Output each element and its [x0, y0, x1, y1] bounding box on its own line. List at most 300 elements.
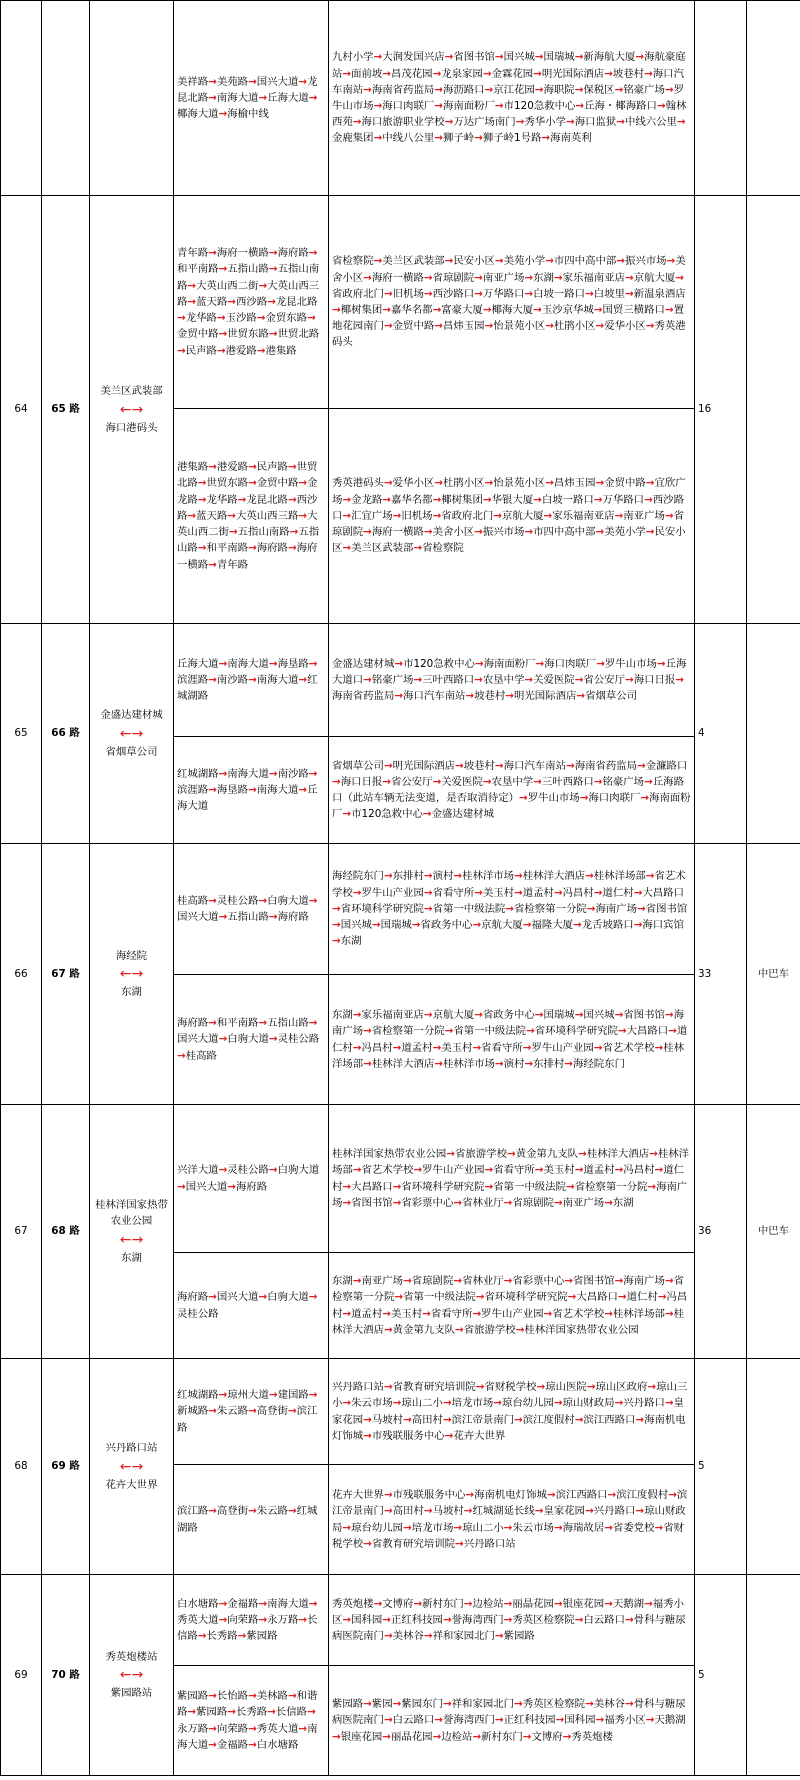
arrow-icon: →	[434, 320, 443, 333]
road-name: 长怡路	[216, 1690, 249, 1703]
station-name: 海南面粉厂	[332, 792, 691, 821]
station-name: 琼台幼儿园	[501, 1397, 554, 1410]
station-name: 滨江西路口	[555, 1489, 608, 1502]
arrow-icon: →	[298, 1613, 308, 1626]
station-name: 美林谷	[392, 1630, 424, 1643]
arrow-icon: →	[218, 1164, 228, 1177]
arrow-icon: →	[664, 304, 674, 316]
arrow-icon: →	[248, 1722, 257, 1735]
station-name: 黄金第九支队	[515, 1148, 579, 1161]
station-name: 道仁村	[332, 1025, 688, 1054]
arrow-icon: →	[624, 287, 634, 300]
station-name: 福秀小区	[332, 1597, 684, 1626]
arrow-icon: →	[248, 1738, 257, 1751]
station-name: 美玉村	[391, 1307, 423, 1320]
station-name: 省环境科学研究院	[401, 1180, 485, 1193]
road-name: 青年路	[177, 247, 209, 260]
route-row	[1, 1575, 800, 1666]
arrow-icon: →	[187, 279, 197, 292]
road-name: 五指山南路	[177, 263, 320, 292]
arrow-icon: →	[403, 1275, 412, 1288]
station-name: 椰树集团	[441, 493, 483, 506]
arrow-icon: →	[593, 1041, 603, 1054]
arrow-icon: →	[604, 1521, 613, 1534]
station-name: 坡巷村	[612, 67, 645, 80]
arrow-icon: →	[218, 911, 228, 923]
arrow-icon: →	[434, 1057, 443, 1070]
arrow-icon: →	[585, 1698, 594, 1711]
arrow-icon: →	[308, 1017, 318, 1030]
station-name: 省图书馆	[645, 902, 688, 915]
station-name: 省第一中级法院	[493, 1180, 566, 1193]
station-name: 东湖	[612, 1196, 634, 1209]
arrow-icon: →	[218, 108, 228, 121]
arrow-icon: →	[342, 1521, 352, 1534]
road-name: 龙昆北路	[177, 75, 318, 104]
arrow-icon: →	[227, 1706, 236, 1719]
station-name: 秀英炮楼	[571, 1730, 613, 1743]
arrow-icon: →	[187, 1706, 197, 1719]
arrow-icon: →	[413, 542, 423, 555]
arrow-icon: →	[434, 132, 443, 145]
route-row	[1, 1, 800, 196]
arrow-icon: →	[465, 1489, 475, 1502]
station-name: 省检察院	[332, 255, 374, 268]
terminal-end: 东湖	[121, 1251, 142, 1264]
route-row	[1, 1105, 800, 1253]
arrow-icon: →	[503, 1613, 513, 1626]
terminal-end: 东湖	[121, 986, 142, 998]
arrow-icon: →	[522, 919, 532, 932]
road-name: 丘海大道	[267, 91, 309, 104]
arrow-icon: →	[484, 477, 494, 490]
station-sequence	[329, 1465, 695, 1575]
station-name: 秀英区检察院	[512, 1613, 575, 1626]
station-name: 九村小学	[332, 51, 374, 64]
station-name: 海口肉联厂	[544, 657, 597, 670]
arrow-icon: →	[515, 1323, 525, 1336]
station-name: 培龙市场	[411, 1521, 454, 1534]
terminals	[90, 844, 174, 1105]
terminals	[90, 1105, 174, 1359]
station-name: 省公安厅	[583, 673, 625, 686]
arrow-icon: →	[394, 1291, 404, 1304]
road-name: 海垦路	[216, 783, 249, 796]
station-name: 福秀小区	[604, 1714, 646, 1727]
station-name: 滨江帝景南门	[332, 1489, 688, 1518]
road-name: 朱云路	[216, 1405, 249, 1418]
arrow-icon: →	[382, 304, 391, 316]
station-name: 振兴市场	[482, 526, 525, 539]
road-name: 紫园路	[196, 1706, 228, 1719]
arrow-icon: →	[342, 493, 352, 506]
road-name: 海垦路	[277, 657, 309, 670]
arrow-icon: →	[543, 1307, 553, 1320]
station-name: 皇家花园	[332, 1397, 684, 1426]
station-name: 桂林洋场部	[612, 1307, 665, 1320]
road-name: 灵桂公路	[216, 894, 259, 907]
arrow-icon: →	[494, 1057, 504, 1070]
station-name: 海口汽车南站	[332, 67, 684, 96]
road-name: 龙昆北路	[275, 295, 318, 308]
arrow-icon: →	[342, 542, 352, 555]
road-name: 向荣路	[216, 1722, 249, 1735]
station-name: 罗牛山市场	[332, 83, 684, 112]
arrow-icon: →	[287, 461, 297, 474]
arrow-icon: →	[423, 287, 433, 300]
arrow-icon: →	[444, 255, 454, 268]
route-row	[1, 844, 800, 975]
station-name: 省第一中级法院	[453, 1025, 527, 1038]
station-name: 兴丹路口	[593, 1505, 636, 1518]
station-name: 明光国际酒店	[541, 67, 605, 80]
arrow-icon: →	[614, 509, 624, 522]
road-name: 海府路	[177, 1017, 209, 1030]
road-path	[174, 1, 329, 196]
station-name: 海航豪庭站	[332, 51, 686, 80]
station-name: 秀华小学	[524, 116, 566, 129]
station-name: 爱华小区	[392, 477, 435, 490]
station-name: 金贸中路	[392, 320, 435, 333]
station-name: 道孟村	[351, 1307, 383, 1320]
arrow-icon: →	[474, 886, 483, 899]
station-name: 省检察院	[422, 542, 464, 555]
station-name: 美玉村	[482, 886, 515, 899]
arrow-icon: →	[503, 1196, 513, 1209]
station-name: 省彩票中心	[401, 1196, 454, 1209]
arrow-icon: →	[373, 51, 383, 64]
arrow-icon: →	[256, 312, 266, 325]
station-name: 家乐福南亚店	[361, 1009, 424, 1022]
arrow-icon: →	[227, 509, 236, 522]
arrow-icon: →	[564, 1057, 574, 1070]
arrow-icon: →	[656, 657, 666, 670]
station-name: 省政府北门	[441, 509, 494, 522]
arrow-icon: →	[392, 1397, 402, 1410]
road-name: 紫园路	[177, 1690, 209, 1703]
arrow-icon: →	[607, 1489, 617, 1502]
station-sequence	[329, 1575, 695, 1666]
station-name: 琼山二小	[401, 1397, 443, 1410]
station-name: 新海航大厦	[583, 51, 636, 64]
arrow-icon: →	[352, 116, 362, 129]
arrow-icon: →	[258, 1017, 268, 1030]
road-name: 南海大道	[267, 1597, 309, 1610]
station-name: 冯昌村	[562, 886, 594, 899]
station-name: 海南省药监局	[332, 690, 395, 703]
arrow-icon: →	[268, 657, 278, 670]
arrow-icon: →	[474, 287, 483, 300]
arrow-icon: →	[482, 67, 492, 80]
arrow-icon: →	[624, 1613, 634, 1626]
road-name: 西沙路	[236, 295, 268, 308]
arrow-icon: →	[562, 1730, 572, 1743]
station-name: 花卉大世界	[453, 1429, 506, 1442]
station-name: 省政务中心	[482, 1009, 535, 1022]
station-name: 省检察第一分院	[371, 1025, 445, 1038]
station-name: 大润发国兴店	[382, 51, 445, 64]
arrow-icon: →	[664, 83, 674, 96]
arrow-icon: →	[514, 870, 523, 883]
station-name: 冯昌村	[332, 1291, 688, 1320]
station-name: 关爱医院	[533, 673, 575, 686]
road-name: 灵桂公路	[277, 1033, 320, 1046]
row-index: 65	[1, 624, 42, 844]
road-name: 白水塘路	[256, 1738, 299, 1751]
arrow-icon: →	[505, 902, 515, 915]
arrow-icon: →	[267, 295, 276, 308]
arrow-icon: →	[536, 1381, 546, 1394]
road-name: 金贸东路	[265, 312, 308, 325]
terminal-start: 秀英炮楼站	[105, 1650, 158, 1663]
station-name: 美兰区武装部	[382, 255, 445, 268]
arrow-icon: →	[664, 509, 674, 522]
arrow-icon: →	[604, 1196, 613, 1209]
station-name: 高田村	[411, 1413, 443, 1426]
road-name: 长信路	[177, 1613, 318, 1643]
arrow-icon: →	[534, 1505, 544, 1518]
station-name: 家乐福南亚店	[552, 509, 615, 522]
arrow-icon: →	[553, 886, 563, 899]
road-name: 南海大道	[216, 91, 259, 104]
arrow-icon: →	[668, 1489, 677, 1502]
line-number: 66 路	[42, 624, 90, 844]
arrow-icon: →	[258, 1291, 268, 1304]
arrow-icon: →	[197, 542, 207, 555]
road-name: 美祥路	[177, 75, 209, 88]
road-name: 海府路	[256, 542, 288, 555]
station-name: 美玉村	[543, 1164, 575, 1177]
road-name: 龙华路	[185, 312, 217, 325]
station-name: 市四中高中部	[553, 255, 617, 268]
station-name: 三叶西路口	[422, 673, 475, 686]
station-name: 南亚广场	[623, 509, 665, 522]
arrow-icon: →	[208, 1505, 217, 1518]
arrow-icon: →	[555, 1714, 565, 1727]
arrow-icon: →	[177, 1049, 186, 1062]
road-name: 美苑路	[216, 75, 249, 88]
road-name: 港爱路	[225, 344, 257, 357]
station-name: 兴丹路口	[623, 1397, 665, 1410]
arrow-icon: →	[382, 1613, 391, 1626]
road-name: 南海大道	[256, 783, 299, 796]
arrow-icon: →	[371, 919, 381, 932]
station-name: 国瑞城	[543, 1009, 575, 1022]
arrow-icon: →	[534, 1164, 544, 1177]
station-name: 保税区	[583, 83, 615, 96]
arrow-icon: →	[248, 1405, 257, 1418]
route-row	[1, 196, 800, 409]
station-name: 骨科与糖尿病医院南门	[332, 1613, 686, 1643]
terminal-start: 海经院	[115, 949, 148, 962]
arrow-icon: →	[342, 509, 352, 522]
station-name: 省环境科学研究院	[340, 902, 424, 915]
arrow-icon: →	[373, 1597, 383, 1610]
station-name: 省环境科学研究院	[484, 1291, 568, 1304]
arrow-icon: →	[474, 526, 483, 539]
arrow-icon: →	[373, 132, 383, 145]
arrow-icon: →	[383, 759, 393, 772]
bidirectional-arrow-icon: ←→	[119, 1231, 144, 1248]
road-name: 海榆中线	[227, 108, 269, 121]
road-name: 西沙路	[177, 493, 318, 522]
road-name: 向荣路	[227, 1613, 259, 1626]
arrow-icon: →	[666, 255, 676, 268]
arrow-icon: →	[545, 255, 554, 268]
station-name: 马坡村	[371, 1413, 404, 1426]
arrow-icon: →	[637, 902, 646, 915]
road-name: 世贸东路	[227, 328, 269, 341]
arrow-icon: →	[382, 67, 391, 80]
road-path	[174, 1105, 329, 1253]
station-name: 海南广场	[332, 1180, 688, 1209]
station-name: 海府一横路	[371, 271, 424, 284]
arrow-icon: →	[432, 67, 442, 80]
station-name: 福隆大厦	[531, 919, 574, 932]
station-name: 省图书馆	[351, 1196, 393, 1209]
station-name: 省看守所	[493, 1164, 535, 1177]
arrow-icon: →	[595, 477, 605, 490]
arrow-icon: →	[423, 526, 433, 539]
station-name: 龙泉家园	[441, 67, 483, 80]
station-name: 省旅游学校	[455, 1148, 507, 1161]
station-name: 秀英炮楼	[332, 1597, 374, 1610]
arrow-icon: →	[432, 493, 442, 506]
arrow-icon: →	[413, 1597, 423, 1610]
station-name: 南亚广场	[482, 271, 525, 284]
station-name: 海口宾馆	[642, 919, 684, 932]
arrow-icon: →	[298, 75, 308, 88]
road-name: 南沙路	[216, 673, 249, 686]
road-path	[174, 1666, 329, 1776]
station-name: 坡巷村	[463, 759, 495, 772]
station-name: 坡巷村	[474, 690, 506, 703]
station-name: 丘海路口（此站车辆无法变道，是否取消待定）	[332, 775, 684, 804]
road-name: 白驹大道	[267, 1291, 309, 1304]
station-name: 琼山二小	[462, 1521, 504, 1534]
arrow-icon: →	[218, 1613, 228, 1626]
arrow-icon: →	[413, 673, 423, 686]
station-name: 琼山财政局	[562, 1397, 615, 1410]
station-sequence	[329, 1105, 695, 1253]
station-name: 南亚广场	[361, 1275, 404, 1288]
station-name: 省第一中级法院	[432, 902, 506, 915]
arrow-icon: →	[268, 328, 278, 341]
arrow-icon: →	[342, 1307, 352, 1320]
road-name: 五指山路	[227, 911, 269, 923]
arrow-icon: →	[514, 1698, 523, 1711]
arrow-icon: →	[394, 690, 404, 703]
station-name: 边检站	[441, 1730, 473, 1743]
station-name: 省艺术学校	[552, 1307, 605, 1320]
road-name: 世贸北路	[277, 328, 320, 341]
station-name: 兴丹路口站	[332, 1381, 384, 1394]
station-name: 省图书馆	[623, 1009, 665, 1022]
station-name: 琼山三小	[332, 1381, 688, 1410]
station-name: 马坡村	[432, 1505, 464, 1518]
arrow-icon: →	[484, 1164, 494, 1177]
road-name: 金贸中路	[256, 477, 299, 490]
arrow-icon: →	[593, 775, 603, 788]
road-name: 世贸北路	[177, 461, 318, 490]
arrow-icon: →	[644, 493, 653, 506]
station-name: 省教育研究培训院	[371, 1537, 456, 1550]
road-name: 朱云路	[256, 1505, 288, 1518]
arrow-icon: →	[635, 1413, 645, 1426]
arrow-icon: →	[432, 1730, 442, 1743]
station-name: 海南广场	[332, 1009, 684, 1038]
station-name: 昌炜玉园	[442, 320, 485, 333]
station-name: 省图书馆	[573, 1275, 615, 1288]
station-name: 省第一中级法院	[403, 1291, 476, 1304]
road-path	[174, 737, 329, 844]
station-name: 白坡里	[593, 287, 625, 300]
arrow-icon: →	[434, 100, 443, 112]
arrow-icon: →	[218, 1033, 228, 1046]
arrow-icon: →	[614, 1164, 624, 1177]
station-name: 高田村	[392, 1505, 424, 1518]
station-name: 海口肉联厂	[382, 100, 435, 112]
arrow-icon: →	[218, 328, 228, 341]
station-name: 椰树集团	[340, 304, 383, 316]
station-name: 狮子岭	[442, 132, 475, 145]
road-path	[174, 1465, 329, 1575]
station-name: 振兴市场	[624, 255, 667, 268]
station-name: 琼山财政局	[332, 1505, 686, 1534]
road-name: 五指山路	[227, 263, 269, 276]
arrow-icon: →	[248, 75, 257, 88]
arrow-icon: →	[573, 919, 582, 932]
arrow-icon: →	[616, 255, 625, 268]
arrow-icon: →	[647, 1180, 657, 1193]
arrow-icon: →	[574, 1613, 584, 1626]
road-name: 紫园路	[246, 1630, 278, 1643]
arrow-icon: →	[197, 1630, 207, 1643]
station-name: 省图书馆	[453, 51, 495, 64]
road-path	[174, 975, 329, 1105]
arrow-icon: →	[494, 1714, 504, 1727]
arrow-icon: →	[423, 902, 433, 915]
road-name: 和平南路	[206, 542, 249, 555]
arrow-icon: →	[382, 775, 391, 788]
arrow-icon: →	[308, 894, 318, 907]
station-name: 省琼剧院	[512, 1196, 554, 1209]
arrow-icon: →	[248, 477, 257, 490]
arrow-icon: →	[308, 1291, 318, 1304]
arrow-icon: →	[593, 493, 603, 506]
arrow-icon: →	[392, 1196, 402, 1209]
road-name: 世贸东路	[206, 477, 249, 490]
terminals	[90, 196, 174, 624]
arrow-icon: →	[475, 1381, 485, 1394]
road-name: 大英山西二街	[196, 279, 259, 292]
station-name: 道仁村	[602, 886, 634, 899]
arrow-icon: →	[363, 1537, 372, 1550]
arrow-icon: →	[308, 247, 318, 260]
arrow-icon: →	[411, 919, 421, 932]
station-name: 罗牛山产业园	[531, 1041, 594, 1054]
station-name: 市残联服务中心	[392, 1489, 466, 1502]
arrow-icon: →	[564, 1275, 574, 1288]
station-name: 金濂路口	[645, 759, 688, 772]
station-name: 翰林西苑	[332, 100, 687, 129]
arrow-icon: →	[258, 1597, 268, 1610]
arrow-icon: →	[342, 808, 352, 821]
station-sequence	[329, 975, 695, 1105]
station-name: 市120急救中心	[403, 657, 475, 670]
station-name: 铭豪广场	[623, 83, 665, 96]
arrow-icon: →	[503, 1521, 513, 1534]
